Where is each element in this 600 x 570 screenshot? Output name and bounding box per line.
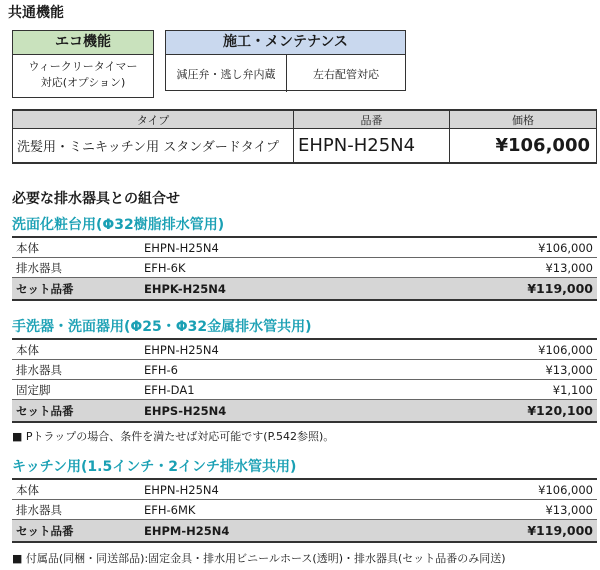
section-title-handwash: 手洗器・洗面器用(Φ25・Φ32金属排水管共用) [12, 319, 312, 335]
set-price: ¥119,000 [448, 520, 597, 543]
set-code: EHPS-H25N4 [140, 400, 448, 423]
row-label: 排水器具 [12, 360, 140, 380]
table-row [12, 380, 597, 400]
drain-combination-heading: 必要な排水器具との組合せ [12, 191, 180, 207]
header-code: 品番 [294, 110, 450, 129]
set-price: ¥119,000 [448, 278, 597, 301]
row-label: 本体 [12, 479, 140, 500]
row-code: EHPN-H25N4 [140, 339, 448, 360]
set-row [12, 278, 597, 301]
eco-feature-line2: 対応(オプション) [40, 76, 126, 89]
row-price: ¥106,000 [448, 237, 597, 258]
section-table-handwash [12, 338, 597, 423]
row-code: EFH-6K [140, 258, 448, 278]
product-type: 洗髪用・ミニキッチン用 スタンダードタイプ [13, 129, 294, 164]
row-price: ¥106,000 [448, 479, 597, 500]
row-code: EHPN-H25N4 [140, 237, 448, 258]
product-code: EHPN-H25N4 [294, 129, 450, 164]
row-code: EFH-6 [140, 360, 448, 380]
table-row [12, 339, 597, 360]
row-price: ¥1,100 [448, 380, 597, 400]
product-price: ¥106,000 [450, 129, 597, 164]
maintenance-item-valve: 減圧弁・逃し弁内蔵 [166, 55, 287, 92]
row-label: 固定脚 [12, 380, 140, 400]
row-label: 排水器具 [12, 500, 140, 520]
set-label: セット品番 [12, 520, 140, 543]
table-row [12, 500, 597, 520]
header-price: 価格 [450, 110, 597, 129]
set-label: セット品番 [12, 278, 140, 301]
set-price: ¥120,100 [448, 400, 597, 423]
common-features-heading: 共通機能 [8, 5, 64, 21]
set-label: セット品番 [12, 400, 140, 423]
ptrap-note: ■ Pトラップの場合、条件を満たせば対応可能です(P.542参照)。 [12, 430, 335, 443]
row-price: ¥106,000 [448, 339, 597, 360]
row-price: ¥13,000 [448, 500, 597, 520]
set-code: EHPK-H25N4 [140, 278, 448, 301]
table-row [12, 360, 597, 380]
section-table-kitchen [12, 478, 597, 543]
accessories-note: ■ 付属品(同梱・同送部品):固定金具・排水用ビニールホース(透明)・排水器具(セット品番のみ同送) [12, 552, 506, 565]
row-code: EFH-6MK [140, 500, 448, 520]
eco-feature-box [12, 30, 154, 98]
table-row [12, 479, 597, 500]
table-row [12, 258, 597, 278]
row-price: ¥13,000 [448, 360, 597, 380]
set-row [12, 520, 597, 543]
row-code: EHPN-H25N4 [140, 479, 448, 500]
maintenance-item-piping: 左右配管対応 [313, 67, 379, 81]
set-code: EHPM-H25N4 [140, 520, 448, 543]
row-label: 排水器具 [12, 258, 140, 278]
section-title-kitchen: キッチン用(1.5インチ・2インチ排水管共用) [12, 459, 297, 475]
table-row [12, 237, 597, 258]
section-table-vanity [12, 236, 597, 301]
maintenance-feature-title: 施工・メンテナンス [166, 31, 405, 55]
maintenance-feature-box [165, 30, 406, 91]
row-price: ¥13,000 [448, 258, 597, 278]
eco-feature-title: エコ機能 [13, 31, 153, 55]
set-row [12, 400, 597, 423]
product-table [12, 109, 597, 164]
header-type: タイプ [13, 110, 294, 129]
eco-feature-line1: ウィークリータイマー [28, 60, 138, 73]
section-title-vanity: 洗面化粧台用(Φ32樹脂排水管用) [12, 217, 225, 233]
row-code: EFH-DA1 [140, 380, 448, 400]
row-label: 本体 [12, 237, 140, 258]
row-label: 本体 [12, 339, 140, 360]
